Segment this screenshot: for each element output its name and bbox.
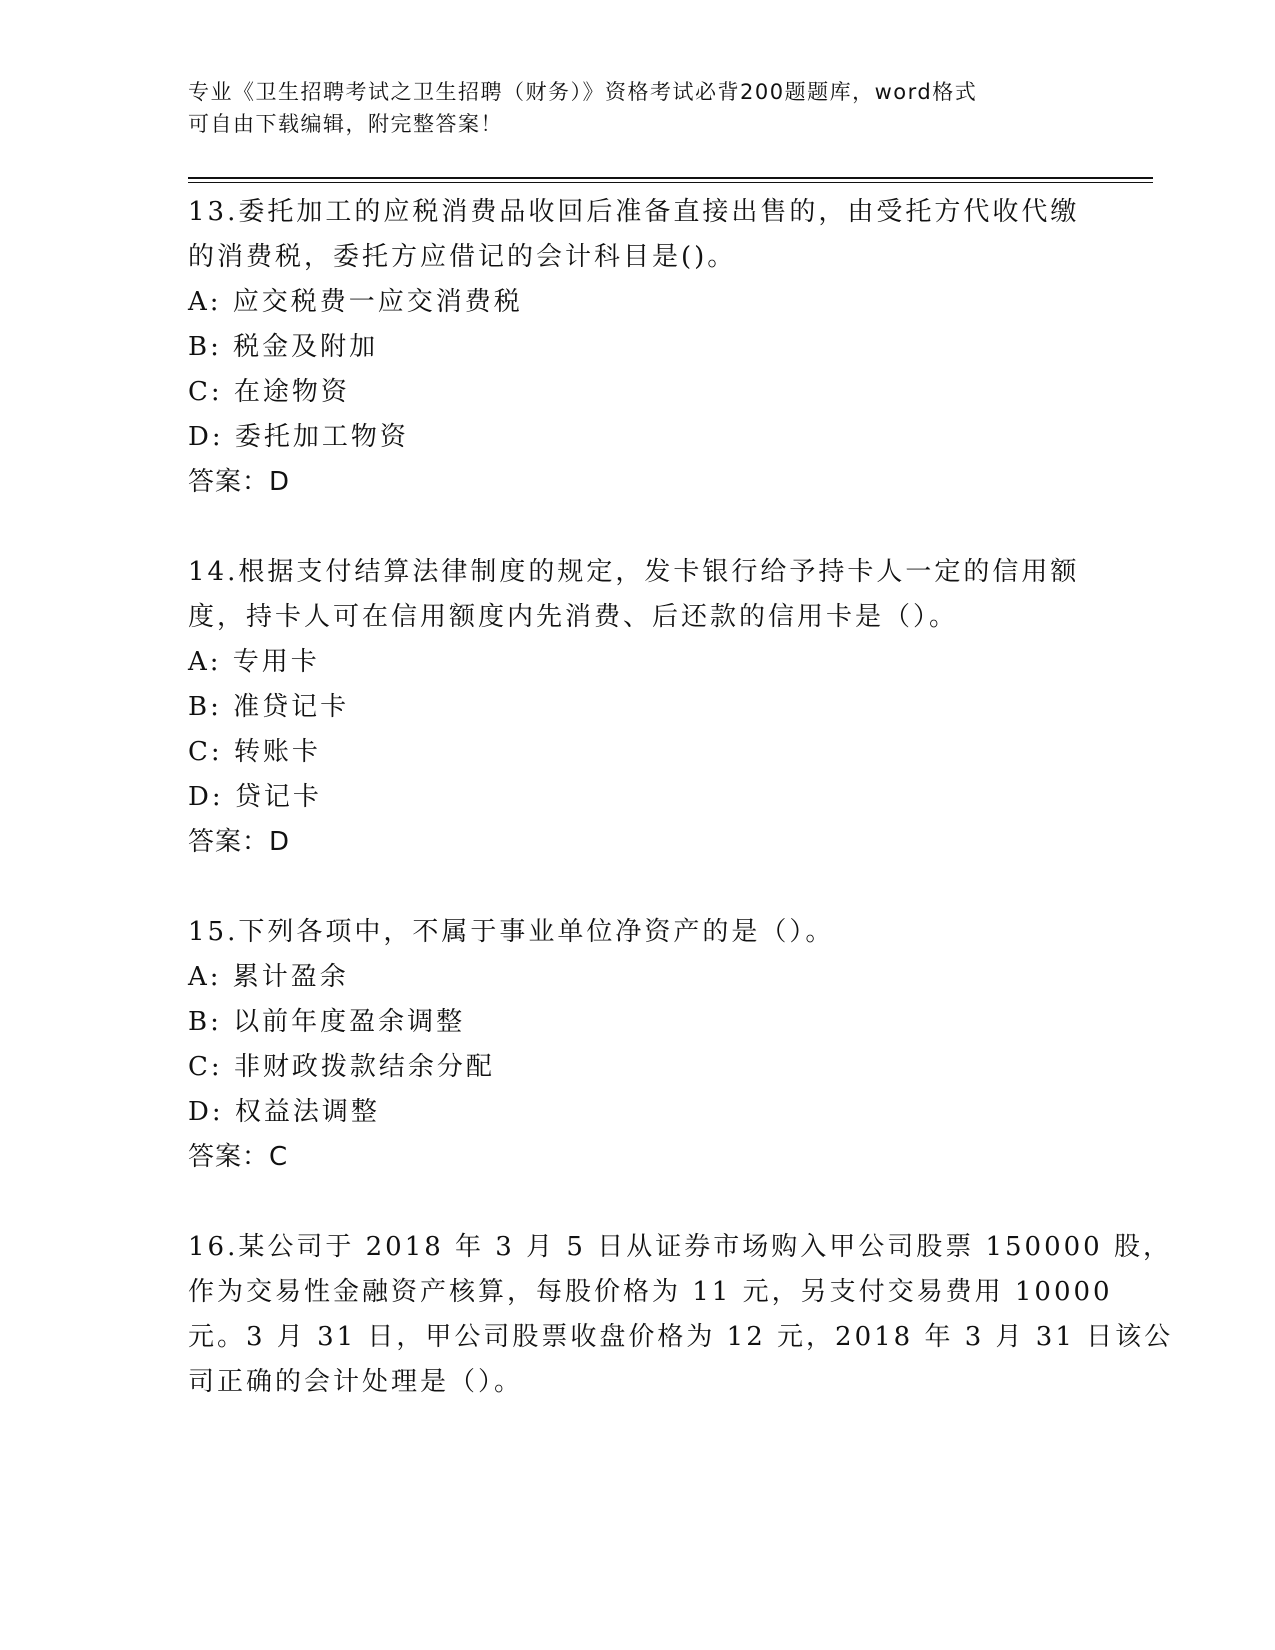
option-a: A: 应交税费一应交消费税 (188, 287, 523, 317)
stem-line: 的消费税，委托方应借记的会计科目是()。 (188, 242, 737, 272)
option-d: D: 贷记卡 (188, 782, 322, 812)
question-13 (188, 190, 1088, 505)
answer-label: 答案：D (188, 467, 291, 497)
header-line-2: 可自由下载编辑，附完整答案！ (188, 112, 503, 136)
header-divider-thin (188, 182, 1153, 183)
option-d: D: 权益法调整 (188, 1097, 380, 1127)
question-spacer (188, 505, 1088, 550)
question-stem (188, 550, 1088, 640)
question-list (188, 190, 1174, 1405)
header-divider-thick (188, 177, 1153, 179)
option-b: B: 以前年度盈余调整 (188, 1007, 466, 1037)
option-b: B: 准贷记卡 (188, 692, 350, 722)
stem-line: 作为交易性金融资产核算，每股价格为 11 元，另支付交易费用 10000 (188, 1277, 1113, 1307)
stem-line: 13.委托加工的应税消费品收回后准备直接出售的，由受托方代收代缴 (188, 197, 1080, 227)
question-stem (188, 190, 1088, 280)
stem-line: 度，持卡人可在信用额度内先消费、后还款的信用卡是（）。 (188, 602, 959, 632)
stem-line: 元。3 月 31 日，甲公司股票收盘价格为 12 元，2018 年 3 月 31 日该公 (188, 1322, 1174, 1352)
question-spacer (188, 865, 1088, 910)
option-c: C: 在途物资 (188, 377, 350, 407)
option-b: B: 税金及附加 (188, 332, 379, 362)
question-stem (188, 1225, 1174, 1405)
question-spacer (188, 1180, 1088, 1225)
answer-label: 答案：C (188, 1142, 289, 1172)
question-15 (188, 910, 1088, 1180)
option-c: C: 非财政拨款结余分配 (188, 1052, 495, 1082)
question-14 (188, 550, 1088, 865)
answer-label: 答案：D (188, 827, 291, 857)
option-c: C: 转账卡 (188, 737, 321, 767)
question-16 (188, 1225, 1174, 1405)
header-line-1: 专业《卫生招聘考试之卫生招聘（财务）》资格考试必背200题题库，word格式 (188, 80, 978, 104)
option-d: D: 委托加工物资 (188, 422, 409, 452)
option-a: A: 累计盈余 (188, 962, 349, 992)
stem-line: 16.某公司于 2018 年 3 月 5 日从证券市场购入甲公司股票 150000 股， (188, 1232, 1172, 1262)
document-header (188, 76, 1068, 140)
option-a: A: 专用卡 (188, 647, 320, 677)
stem-line: 14.根据支付结算法律制度的规定，发卡银行给予持卡人一定的信用额 (188, 557, 1080, 587)
stem-line: 司正确的会计处理是（）。 (188, 1367, 524, 1397)
question-stem (188, 910, 1088, 955)
stem-line: 15.下列各项中，不属于事业单位净资产的是（）。 (188, 917, 835, 947)
